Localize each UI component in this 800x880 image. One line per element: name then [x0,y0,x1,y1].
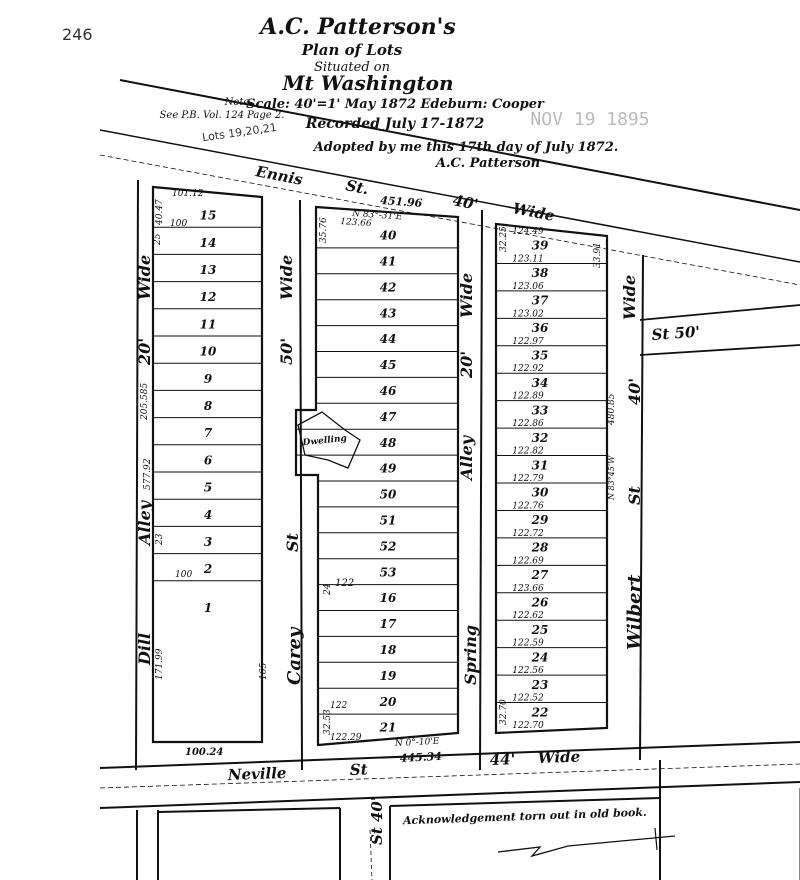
block-c-lot-30: 30 [531,485,549,500]
spring-street-name: Spring [461,624,480,685]
block-b-lot-52: 52 [379,539,397,554]
block-c-lot-23: 23 [531,677,549,692]
depth-25-left: 25 [153,233,163,245]
title-owner: A.C. Patterson's [260,14,456,40]
block-c-lot-width: 122.69 [512,556,544,567]
block-b-lot-51: 51 [379,513,397,528]
footer-note: Acknowledgement torn out in old book. [402,805,647,828]
neville-wide: Wide [537,747,581,767]
block-c-lot-25: 25 [531,622,549,637]
block-b-lot-44: 44 [379,332,397,347]
carey-street-name: Carey [284,627,305,685]
block-a-lot-7: 7 [203,426,213,441]
block-c-lot-31: 31 [531,458,549,473]
spring-alley-label: Alley [457,435,476,480]
bottom-left-dim: 100.24 [185,747,224,758]
footer [402,806,675,856]
title-block [246,14,649,171]
bearing-right: N 83°45'W [607,455,616,500]
depth-23-left: 23 [155,533,165,545]
recorded-stamp: NOV 19 1895 [530,109,650,130]
width-122b: 122 [330,701,348,711]
block-c-lot-labels [512,227,549,731]
block-b-lot-41: 41 [379,254,397,269]
block-c-lot-width: 122.76 [512,501,544,512]
side-3253: 32.53 [323,709,333,735]
bottom-total-dim: 445.34 [399,749,443,765]
bearing-bottom: N 0°-10'E [394,736,440,749]
block-b-lot-43: 43 [379,306,397,321]
note-handwritten: Lots 19,20,21 [201,120,278,145]
block-c-lot-35: 35 [531,348,549,363]
block-c-lot-32: 32 [531,430,549,445]
block-c-lot-36: 36 [531,321,549,336]
top-total-dim: 451.96 [379,194,423,210]
ennis-st-label: St. [344,176,371,199]
block-c-lot-width: 122.82 [512,446,544,457]
st-50-label: St 50' [651,322,701,344]
block-c-lot-24: 24 [531,650,549,665]
st-40-label: St 40' [368,796,386,845]
block-b-lot-45: 45 [379,358,397,373]
block-b-lot-48: 48 [379,435,397,450]
title-plan: Plan of Lots [301,41,403,59]
title-recorded: Recorded July 17-1872 [305,116,485,132]
neville-width: 44' [489,750,516,769]
ennis-wide: Wide [511,199,557,226]
block-c-lot-33: 33 [531,403,549,418]
block-c-lot-width: 122.59 [512,638,544,649]
block-b-lot-17: 17 [379,617,397,632]
block-c-lot-width: 124.49 [512,227,544,237]
block-b-lot-19: 19 [379,668,397,683]
depth-24-left: 24 [323,583,333,595]
block-c-lot-22: 22 [531,705,549,720]
block-c-lot-26: 26 [531,595,549,610]
block-c-lot-39: 39 [531,238,549,253]
block-b-lot-49: 49 [379,461,397,476]
block-a-lot-2: 2 [203,562,213,577]
dill-width: 20' [135,337,154,365]
block-c-lot-width: 122.72 [512,528,544,539]
left-side-b: 577.92 [143,458,153,490]
dill-alley-label: Alley [135,500,154,545]
block-c-lot-27: 27 [531,568,549,583]
block-c [496,224,607,733]
block-c-lot-width: 122.56 [512,666,544,677]
block-a-lot-11: 11 [199,317,217,332]
ennis-street-name: Ennis [254,162,305,189]
block-c-lot-width: 122.86 [512,419,544,430]
block-b-lot-21: 21 [379,720,397,735]
block-a-lot-6: 6 [203,453,213,468]
block-b-lot-42: 42 [379,280,397,295]
block-b-outline [296,207,458,745]
block-b [296,207,458,745]
block-c-lot-width: 122.70 [512,721,544,731]
block-c-lot-28: 28 [531,540,549,555]
page-number: 246 [62,25,93,44]
width-100a: 100 [170,219,188,229]
block-c-lot-width: 123.06 [512,281,544,292]
right-side-a: 480.85 [607,393,617,425]
block-a-lot-12: 12 [199,290,217,305]
title-place: Mt Washington [282,71,454,95]
block-b-lot-20: 20 [379,694,397,709]
width-122: 122 [335,578,355,589]
block-c-lot-width: 123.02 [512,309,544,320]
block-a-lot-4: 4 [203,507,213,522]
block-a-lot-8: 8 [203,398,213,413]
wilbert-width: 40' [625,377,644,405]
block-c-lot-width: 122.62 [512,611,544,622]
block-c-lot-width: 123.66 [512,583,544,594]
lot1-side: 165 [259,662,269,680]
block-b-lot-47: 47 [379,409,397,424]
block-a-lot-14: 14 [199,235,217,250]
block-b-lot-50: 50 [379,487,397,502]
top-left-dim: 101.12 [172,189,204,199]
note-text: See P.B. Vol. 124 Page 2. [159,110,285,121]
north-arrow [498,836,675,856]
spring-width: 20' [457,350,476,378]
width-12229: 122.29 [330,733,362,743]
block-b-lot-lines [296,248,458,714]
dwelling-label: Dwelling [302,433,348,449]
block-a [153,187,262,742]
dill-street-name: Dill [135,632,154,665]
block-a-lot-1: 1 [203,601,213,615]
side-3270: 32.70 [499,699,509,725]
block-b-lot-16: 16 [379,591,397,606]
side-3225: 32.25 [499,226,509,252]
title-signature: A.C. Patterson [435,156,541,171]
block-a-lot-13: 13 [199,262,217,277]
carey-width: 50' [277,337,296,365]
title-scale: Scale: 40'=1' May 1872 Edeburn: Cooper [246,97,544,112]
left-side-c: 171.99 [155,648,165,680]
block-b-lot-18: 18 [379,643,397,658]
block-c-lot-29: 29 [531,513,549,528]
neville-street-name: Neville [227,763,287,784]
side-4047: 40.47 [155,199,165,225]
block-b-lot-46: 46 [379,384,397,399]
wilbert-st-label: St [625,486,644,505]
bearing-top: N 83°-31'E [351,209,403,223]
block-c-lot-37: 37 [531,293,549,308]
carey-wide: Wide [277,254,296,300]
block-c-lot-width: 122.79 [512,474,544,484]
block-b-lot-53: 53 [379,565,397,580]
width-100b: 100 [175,570,193,580]
title-adopted: Adopted by me this 17th day of July 1872. [313,140,619,155]
block-c-lot-38: 38 [531,266,549,281]
block-a-lot-5: 5 [203,480,213,495]
note-label: Note [224,97,250,108]
spring-wide: Wide [457,272,476,318]
block-c-lot-width: 122.92 [512,364,544,375]
left-side-a: 205.585 [140,382,150,420]
block-c-lot-width: 122.89 [512,391,544,402]
wilbert-wide: Wide [620,274,639,320]
block-c-lot-width: 123.11 [512,254,544,265]
block-c-lot-34: 34 [531,375,549,390]
block-b-lot-labels [379,229,397,735]
block-b-lot-40: 40 [379,228,397,243]
wilbert-street-name: Wilbert [624,574,645,650]
side-3576: 35.76 [319,217,329,243]
block-a-lot-10: 10 [199,344,217,359]
title-situated: Situated on [314,60,390,75]
neville-st-label: St [349,760,368,779]
block-a-lot-9: 9 [203,371,213,386]
block-c-lot-width: 122.52 [512,693,544,704]
ennis-width: 40' [451,191,480,214]
block-a-lot-3: 3 [203,534,213,549]
carey-st-label: St [283,533,302,552]
side-3391: 33.91 [593,242,603,268]
block-c-lot-width: 122.97 [512,336,544,347]
width-12366: 123.66 [339,217,372,230]
dill-wide: Wide [135,254,154,300]
block-a-lot-15: 15 [199,208,217,223]
